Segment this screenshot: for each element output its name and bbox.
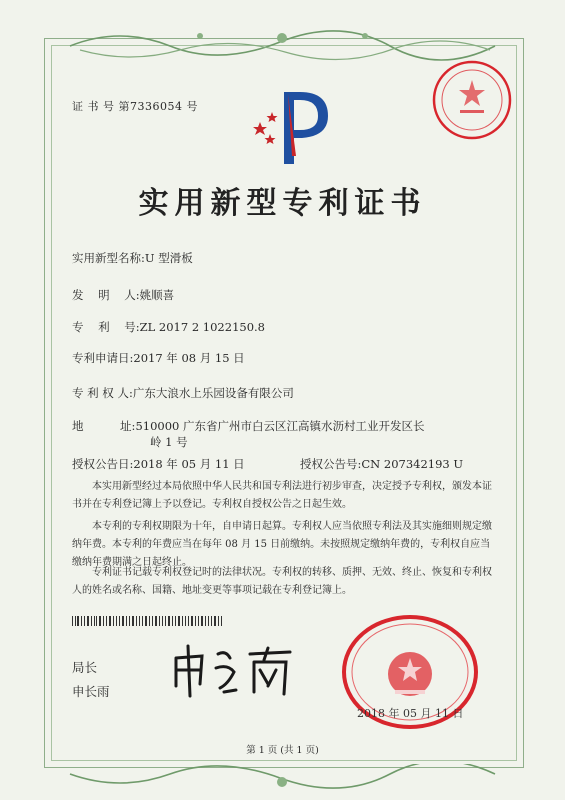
seal-date: 2018 年 05 月 11 日 [357, 707, 464, 720]
field-address-cont [150, 434, 188, 450]
field-value: 广东大浪水上乐园设备有限公司 [132, 386, 294, 400]
field-patentee: 专 利 权 人:广东大浪水上乐园设备有限公司 [72, 386, 294, 400]
field-value: ZL 2017 2 1022150.8 [139, 320, 265, 334]
field-grant-date: 授权公告日:2018 年 05 月 11 日 [72, 457, 245, 471]
paragraph-1: 本实用新型经过本局依照中华人民共和国专利法进行初步审查，决定授予专利权，颁发本证书并在专利登记簿上予以登记。专利权自授权公告之日起生效。 [72, 481, 492, 510]
field-value: 姚顺喜 [139, 288, 175, 302]
page-title: 实用新型专利证书 [138, 186, 427, 221]
field-value: 2017 年 08 月 15 日 [133, 351, 245, 365]
paragraph-2: 本专利的专利权期限为十年，自申请日起算。专利权人应当依照专利法及其实施细则规定缴纳年费。本专利的年费应当在每年 08 月 15 日前缴纳。未按照规定缴纳年费的，专利权自应当缴纳年费期满之日起终止。 [72, 521, 492, 568]
page-footer: 第 1 页 (共 1 页) [246, 745, 319, 756]
field-value: U 型滑板 [144, 251, 193, 265]
signature [168, 640, 298, 700]
field-inventor: 发 明 人:姚顺喜 [72, 288, 175, 302]
director-name: 申长雨 [72, 684, 110, 699]
field-grant-number: 授权公告号:CN 207342193 U [300, 457, 464, 471]
barcode [72, 616, 222, 626]
director-title: 局长 [72, 660, 98, 675]
field-application-date: 专利申请日:2017 年 08 月 15 日 [72, 351, 245, 365]
field-value: 岭 1 号 [150, 435, 188, 449]
field-value: 2018 年 05 月 11 日 [133, 457, 245, 471]
certificate-number: 证 书 号 第7336054 号 [72, 100, 198, 113]
patent-office-logo [248, 86, 348, 166]
field-value: 510000 广东省广州市白云区江高镇水沥村工业开发区长 [135, 419, 425, 433]
paragraph-3: 专利证书记载专利权登记时的法律状况。专利权的转移、质押、无效、终止、恢复和专利权人的姓名或名称、国籍、地址变更等事项记载在专利登记簿上。 [72, 567, 492, 596]
field-name: 实用新型名称:U 型滑板 [72, 251, 193, 265]
field-patent-number: 专 利 号:ZL 2017 2 1022150.8 [72, 320, 265, 334]
agency-seal-icon [430, 58, 514, 142]
bottom-ornament [60, 764, 505, 794]
field-address: 地 址:510000 广东省广州市白云区江高镇水沥村工业开发区长 [72, 419, 425, 433]
